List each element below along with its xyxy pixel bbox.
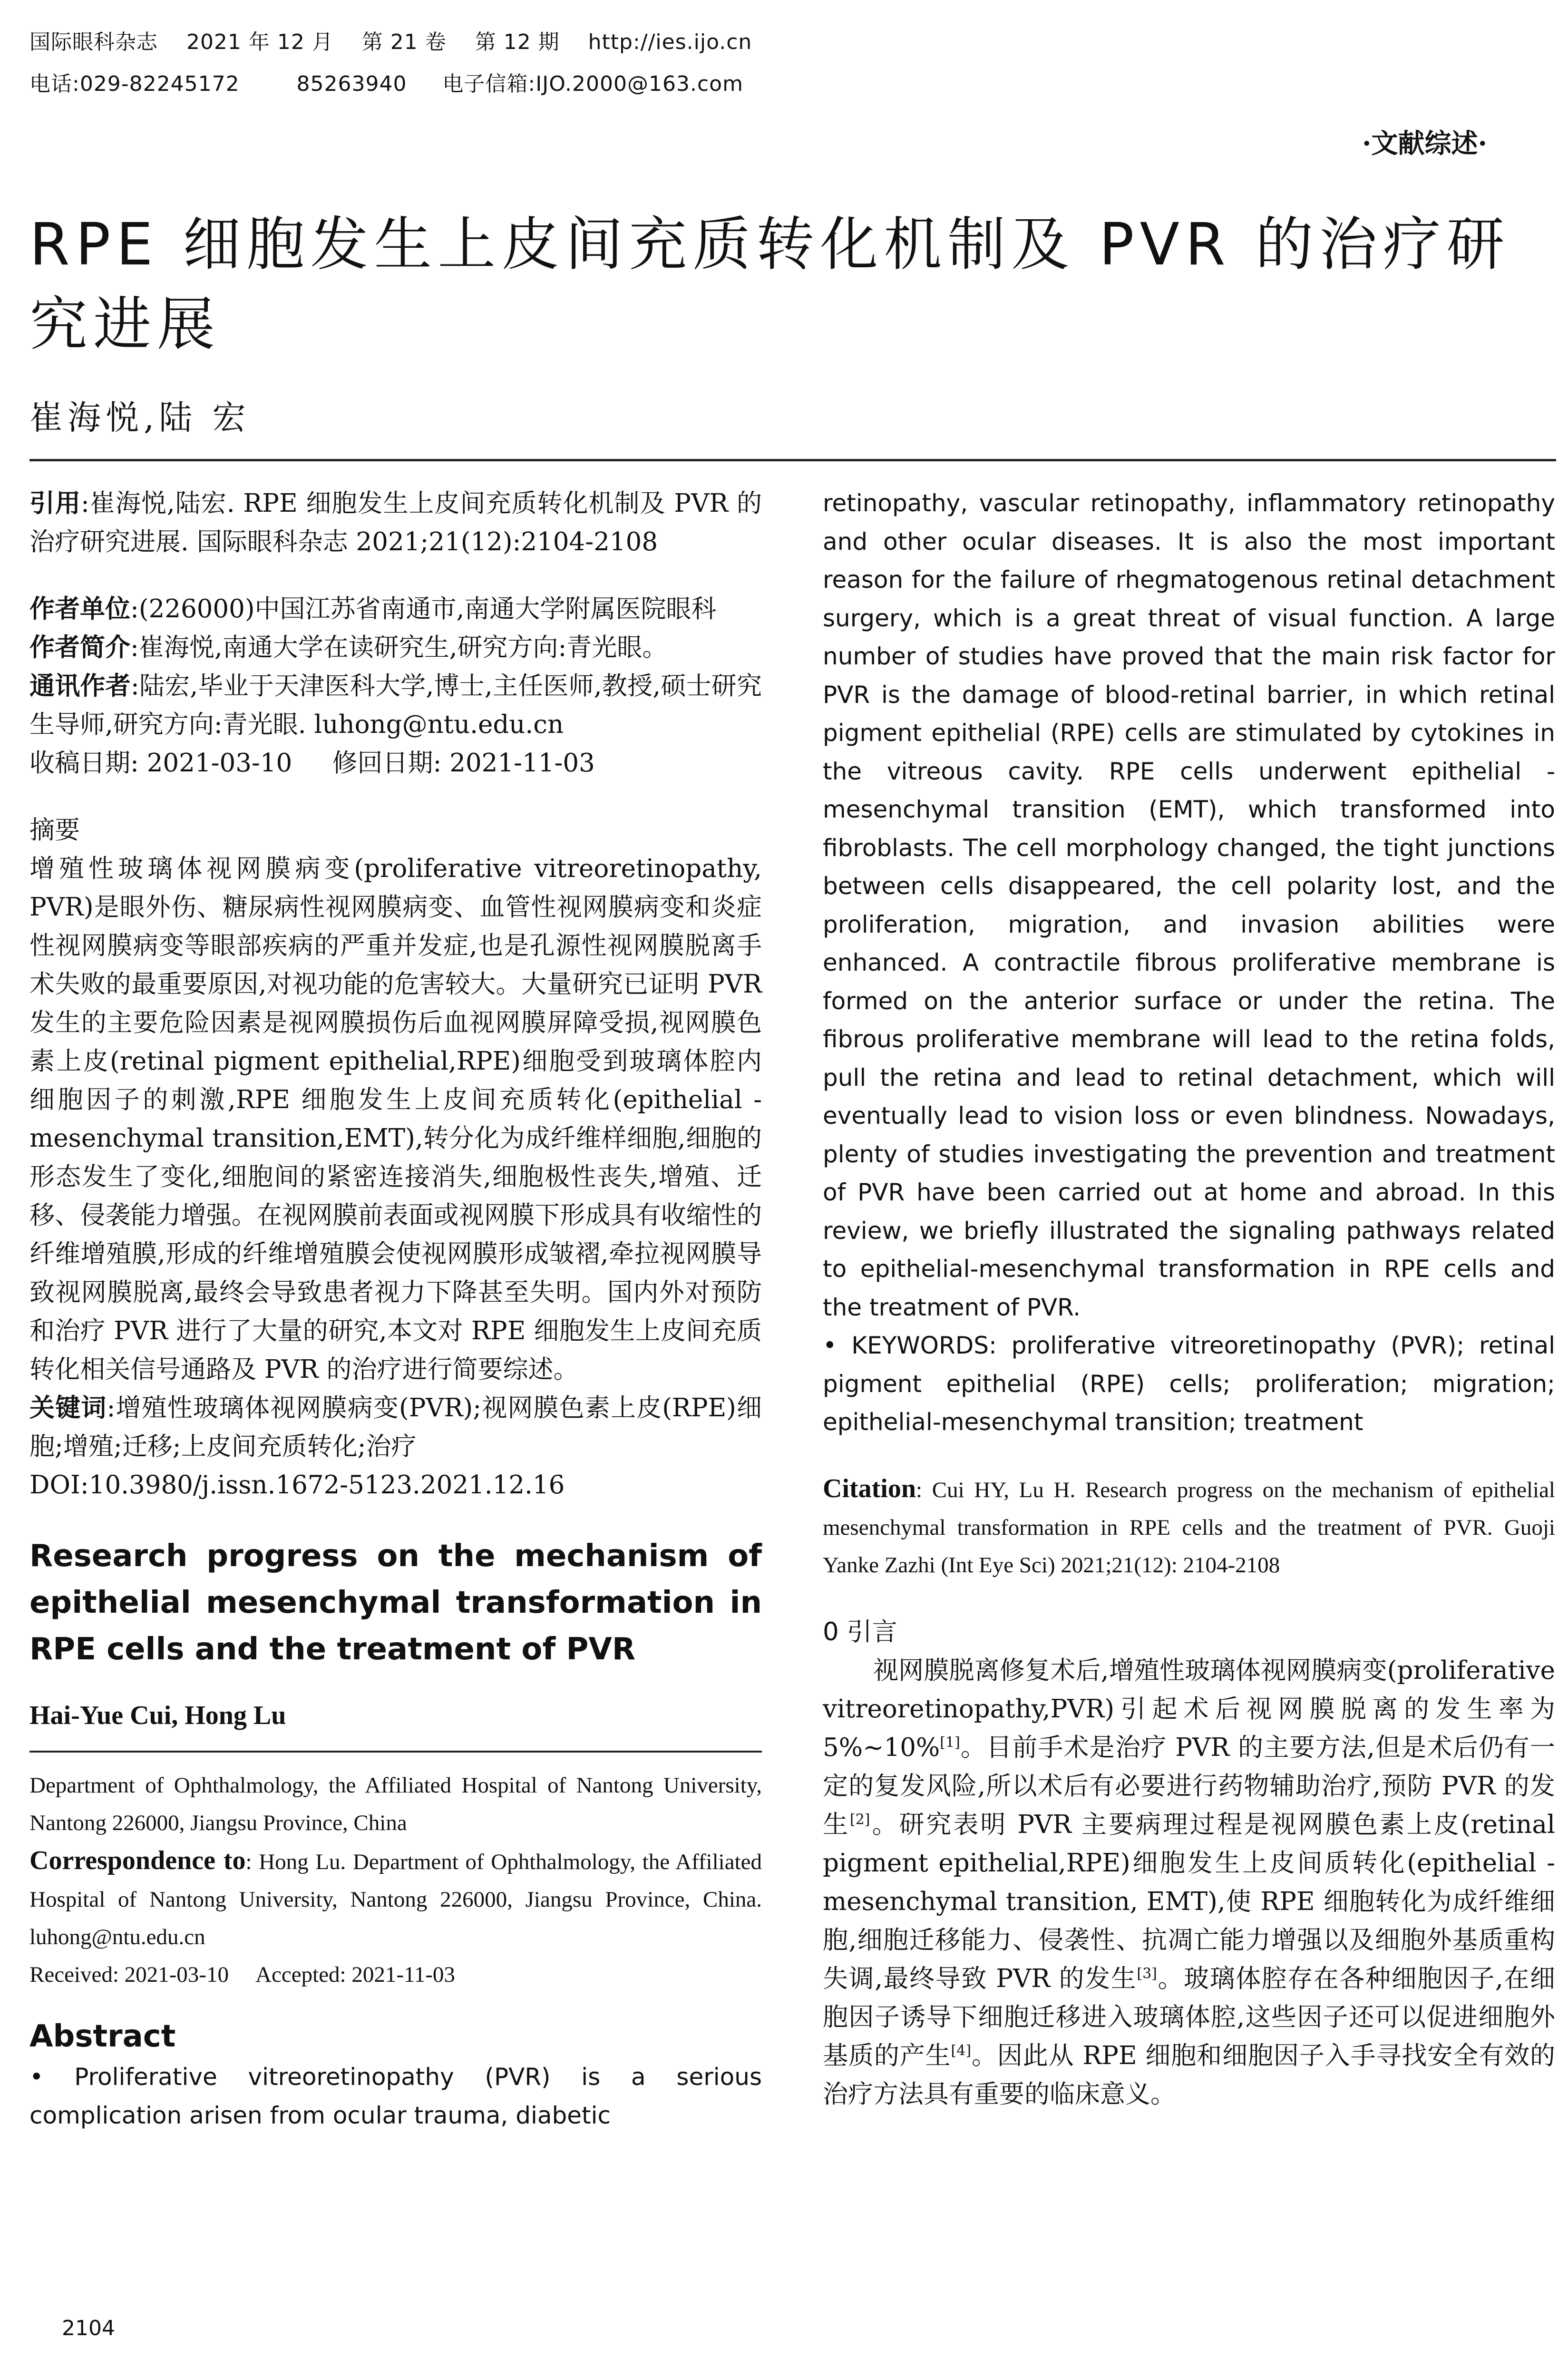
ref-3[interactable]: [3] (1137, 1965, 1157, 1982)
intro-heading: 0 引言 (823, 1617, 897, 1646)
author-divider (29, 1751, 762, 1753)
right-column (823, 484, 1555, 2114)
dates-cn: 收稿日期: 2021-03-10 修回日期: 2021-11-03 (29, 749, 595, 778)
authors-cn: 崔海悦,陆 宏 (29, 398, 251, 437)
intro-paragraph (823, 1651, 1555, 2114)
intro-text-5: 。因此从 RPE 细胞和细胞因子入手寻找安全有效的治疗方法具有重要的临床意义。 (823, 2041, 1555, 2109)
keywords-en: • KEYWORDS: proliferative vitreoretinopathy (PVR); retinal pigment epithelial (RPE) cells; proliferation; migration; epithelial-mesenchymal transition; treatment (823, 1332, 1555, 1436)
citation-en-text: : Cui HY, Lu H. Research progress on the mechanism of epithelial mesenchymal transformation in RPE cells and the treatment of PVR. Guoji Yanke Zazhi (Int Eye Sci) 2021;21(12): 2104-2108 (823, 1477, 1555, 1578)
ref-4[interactable]: [4] (951, 2042, 972, 2059)
ref-1[interactable]: [1] (940, 1734, 960, 1751)
ref-2[interactable]: [2] (849, 1811, 870, 1828)
intro-text-2: 。目前手术是治疗 PVR 的主要方法,但是术后仍有一定的复发风险,所以术后有必要进行药物辅助治疗,预防 PVR 的发生 (823, 1733, 1555, 1839)
author-bio-cn-text: :崔海悦,南通大学在读研究生,研究方向:青光眼。 (130, 633, 668, 662)
citation-en (823, 1470, 1555, 1584)
section-tag: ·文献综述· (1362, 128, 1487, 159)
correspondence-en-label: Correspondence to (29, 1846, 246, 1875)
journal-header-line2: 电话:029-82245172 85263940 电子信箱:IJO.2000@163.com (29, 72, 743, 96)
intro-text-4: 。玻璃体腔存在各种细胞因子,在细胞因子诱导下细胞迁移进入玻璃体腔,这些因子还可以促进细胞外基质的产生 (823, 1964, 1555, 2070)
intro-text-3: 。研究表明 PVR 主要病理过程是视网膜色素上皮(retinal pigment epithelial,RPE)细胞发生上皮间质转化(epithelial - mesenchymal transition, EMT),使 RPE 细胞转化为成纤维细胞,细胞迁移能力、侵袭性、抗凋亡能力增强以及细胞外基质重构失调,最终导致 PVR 的发生 (823, 1810, 1555, 1993)
correspondence-en (29, 1842, 762, 1956)
left-column (29, 484, 762, 2134)
article-title-en: Research progress on the mechanism of epithelial mesenchymal transformation in RPE cells and the treatment of PVR (29, 1539, 762, 1667)
article-title-cn: RPE 细胞发生上皮间充质转化机制及 PVR 的治疗研究进展 (29, 211, 1510, 358)
abstract-en-heading: Abstract (29, 2019, 176, 2054)
keywords-cn-text: :增殖性玻璃体视网膜病变(PVR);视网膜色素上皮(RPE)细胞;增殖;迁移;上皮间充质转化;治疗 (29, 1393, 762, 1461)
correspondence-cn-text: :陆宏,毕业于天津医科大学,博士,主任医师,教授,硕士研究生导师,研究方向:青光眼. luhong@ntu.edu.cn (29, 672, 762, 739)
citation-cn-text: :崔海悦,陆宏. RPE 细胞发生上皮间充质转化机制及 PVR 的治疗研究进展. 国际眼科杂志 2021;21(12):2104-2108 (29, 489, 762, 556)
citation-cn-label: 引用 (29, 489, 81, 518)
citation-cn (29, 484, 762, 561)
author-bio-cn-label: 作者简介 (29, 633, 130, 662)
author-bio-cn (29, 628, 762, 667)
abstract-en-continued: retinopathy, vascular retinopathy, inflammatory retinopathy and other ocular diseases. It is also the most important reason for the failure of rhegmatogenous retinal detachment surgery, which is a great threat of visual function. A large number of studies have proved that the main risk factor for PVR is the damage of blood-retinal barrier, in which retinal pigment epithelial (RPE) cells are stimulated by cytokines in the vitreous cavity. RPE cells underwent epithelial - mesenchymal transition (EMT), which transformed into fibroblasts. The cell morphology changed, the tight junctions between cells disappeared, the cell polarity lost, and the proliferation, migration, and invasion abilities were enhanced. A contractile fibrous proliferative membrane is formed on the anterior surface or under the retina. The fibrous proliferative membrane will lead to the retina folds, pull the retina and lead to retinal detachment, which will eventually lead to vision loss or even blindness. Nowadays, plenty of studies investigating the prevention and treatment of PVR have been carried out at home and abroad. In this review, we briefly illustrated the signaling pathways related to epithelial-mesenchymal transformation in RPE cells and the treatment of PVR. (823, 489, 1555, 1321)
keywords-cn-label: 关键词 (29, 1393, 107, 1422)
abstract-cn-heading: 摘要 (29, 816, 80, 845)
page-number: 2104 (62, 2316, 115, 2340)
journal-header-line1: 国际眼科杂志 2021 年 12 月 第 21 卷 第 12 期 http://ies.ijo.cn (29, 30, 752, 54)
abstract-cn-text: 增殖性玻璃体视网膜病变(proliferative vitreoretinopathy, PVR)是眼外伤、糖尿病性视网膜病变、血管性视网膜病变和炎症性视网膜病变等眼部疾病的严重并发症,也是孔源性视网膜脱离手术失败的最重要原因,对视功能的危害较大。大量研究已证明 PVR 发生的主要危险因素是视网膜损伤后血视网膜屏障受损,视网膜色素上皮(retinal pigment epithelial,RPE)细胞受到玻璃体腔内细胞因子的刺激,RPE 细胞发生上皮间充质转化(epithelial - mesenchymal transition,EMT),转分化为成纤维样细胞,细胞的形态发生了变化,细胞间的紧密连接消失,细胞极性丧失,增殖、迁移、侵袭能力增强。在视网膜前表面或视网膜下形成具有收缩性的纤维增殖膜,形成的纤维增殖膜会使视网膜形成皱褶,牵拉视网膜导致视网膜脱离,最终会导致患者视力下降甚至失明。国内外对预防和治疗 PVR 进行了大量的研究,本文对 RPE 细胞发生上皮间充质转化相关信号通路及 PVR 的治疗进行简要综述。 (29, 854, 762, 1384)
correspondence-cn-label: 通讯作者 (29, 672, 131, 701)
authors-en: Hai-Yue Cui, Hong Lu (29, 1701, 286, 1730)
intro-text-1: 视网膜脱离修复术后,增殖性玻璃体视网膜病变(proliferative vitreoretinopathy,PVR)引起术后视网膜脱离的发生率为5%~10% (823, 1656, 1555, 1762)
department-en: Department of Ophthalmology, the Affiliated Hospital of Nantong University, Nantong 226000, Jiangsu Province, China (29, 1773, 762, 1835)
correspondence-en-text: : Hong Lu. Department of Ophthalmology, the Affiliated Hospital of Nantong University, Nantong 226000, Jiangsu Province, China. luhong@ntu.edu.cn (29, 1850, 762, 1949)
title-divider (29, 459, 1556, 461)
affiliation-cn-text: :(226000)中国江苏省南通市,南通大学附属医院眼科 (130, 594, 717, 623)
dates-en: Received: 2021-03-10 Accepted: 2021-11-03 (29, 1962, 455, 1987)
keywords-cn (29, 1389, 762, 1466)
citation-en-label: Citation (823, 1473, 916, 1503)
affiliation-cn (29, 590, 762, 628)
affiliation-cn-label: 作者单位 (29, 594, 130, 623)
abstract-en-start: • Proliferative vitreoretinopathy (PVR) is a serious complication arisen from ocular trauma, diabetic (29, 2063, 762, 2129)
correspondence-cn (29, 667, 762, 744)
doi: DOI:10.3980/j.issn.1672-5123.2021.12.16 (29, 1471, 565, 1500)
